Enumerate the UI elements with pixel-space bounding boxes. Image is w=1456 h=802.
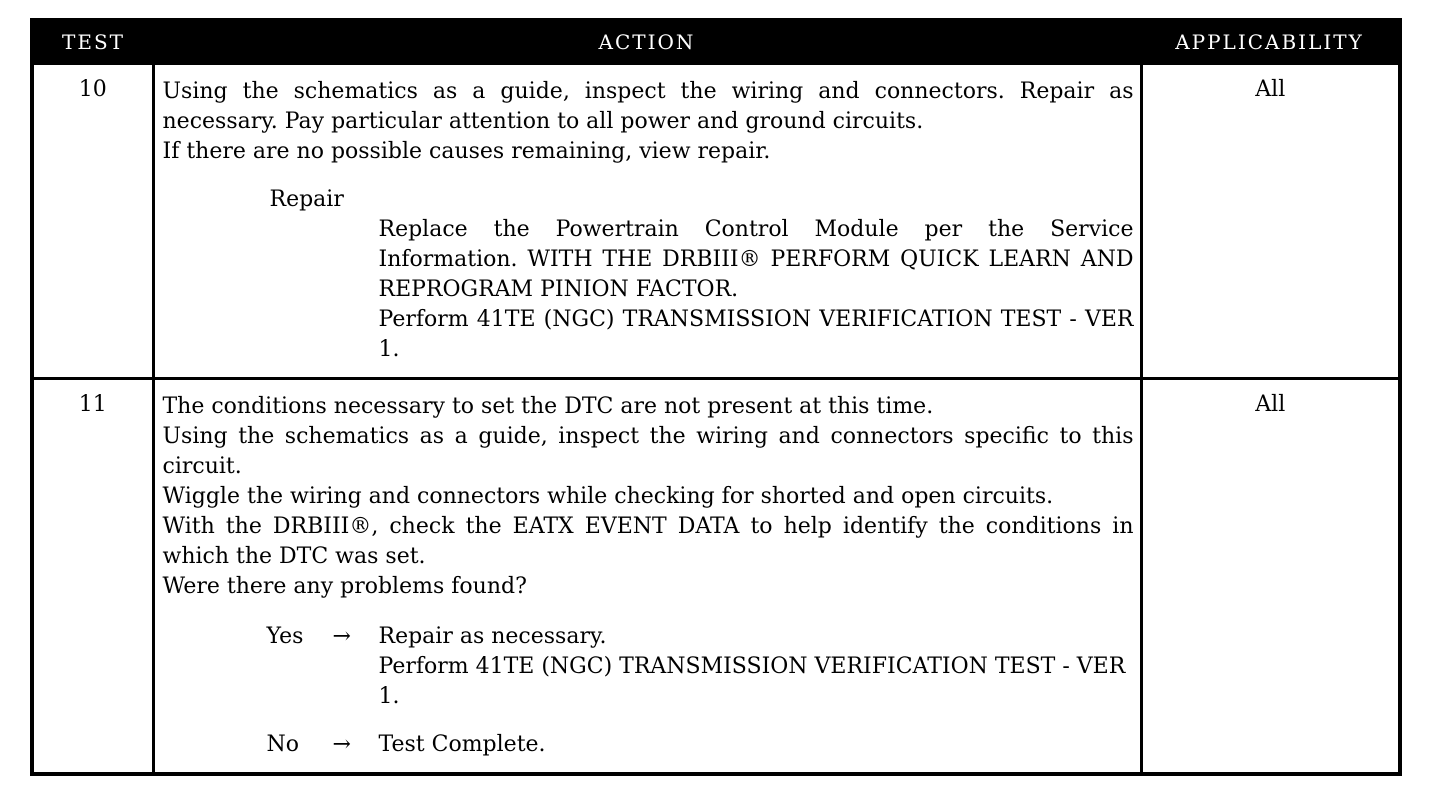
header-test: TEST <box>32 20 153 64</box>
header-action: ACTION <box>153 20 1141 64</box>
table-row <box>32 64 1400 379</box>
action-cell <box>153 379 1141 775</box>
arrow-right-icon: → <box>332 732 351 757</box>
repair-label: Repair <box>269 187 344 212</box>
response-line: Test Complete. <box>378 732 546 757</box>
repair-text: Replace the Powertrain Control Module per the Service Information. WITH THE DRBIII® PERFORM QUICK LEARN AND REPROGRAM PINION FACTOR. <box>378 217 1134 302</box>
repair-text: Perform 41TE (NGC) TRANSMISSION VERIFICATION TEST - VER 1. <box>378 307 1134 362</box>
response-line: Repair as necessary. <box>378 624 607 649</box>
applicability-value: All <box>1141 379 1400 775</box>
test-action-table <box>30 18 1402 776</box>
header-applicability: APPLICABILITY <box>1141 20 1400 64</box>
response-no <box>163 730 1134 760</box>
header-row <box>32 20 1400 64</box>
action-line: If there are no possible causes remaining, view repair. <box>162 139 771 164</box>
response-yes <box>163 622 1134 712</box>
action-line: The conditions necessary to set the DTC are not present at this time. <box>162 394 934 419</box>
applicability-value: All <box>1141 64 1400 379</box>
table-row <box>32 379 1400 775</box>
action-line: With the DRBIII®, check the EATX EVENT DATA to help identify the conditions in which the DTC was set. <box>162 514 1134 569</box>
response-text <box>379 730 1134 760</box>
arrow-right-icon: → <box>332 624 351 649</box>
test-number: 11 <box>32 379 153 775</box>
action-line: Were there any problems found? <box>162 574 527 599</box>
action-cell <box>153 64 1141 379</box>
action-line: Using the schematics as a guide, inspect the wiring and connectors specific to this circuit. <box>162 424 1134 479</box>
response-label: No <box>266 732 299 757</box>
response-text <box>379 622 1134 712</box>
action-line: Wiggle the wiring and connectors while checking for shorted and open circuits. <box>162 484 1054 509</box>
test-number: 10 <box>32 64 153 379</box>
response-line: Perform 41TE (NGC) TRANSMISSION VERIFICATION TEST - VER 1. <box>378 654 1126 709</box>
response-label: Yes <box>266 624 304 649</box>
action-line: Using the schematics as a guide, inspect the wiring and connectors. Repair as necessary. Pay particular attention to all power and ground circuits. <box>162 79 1134 134</box>
